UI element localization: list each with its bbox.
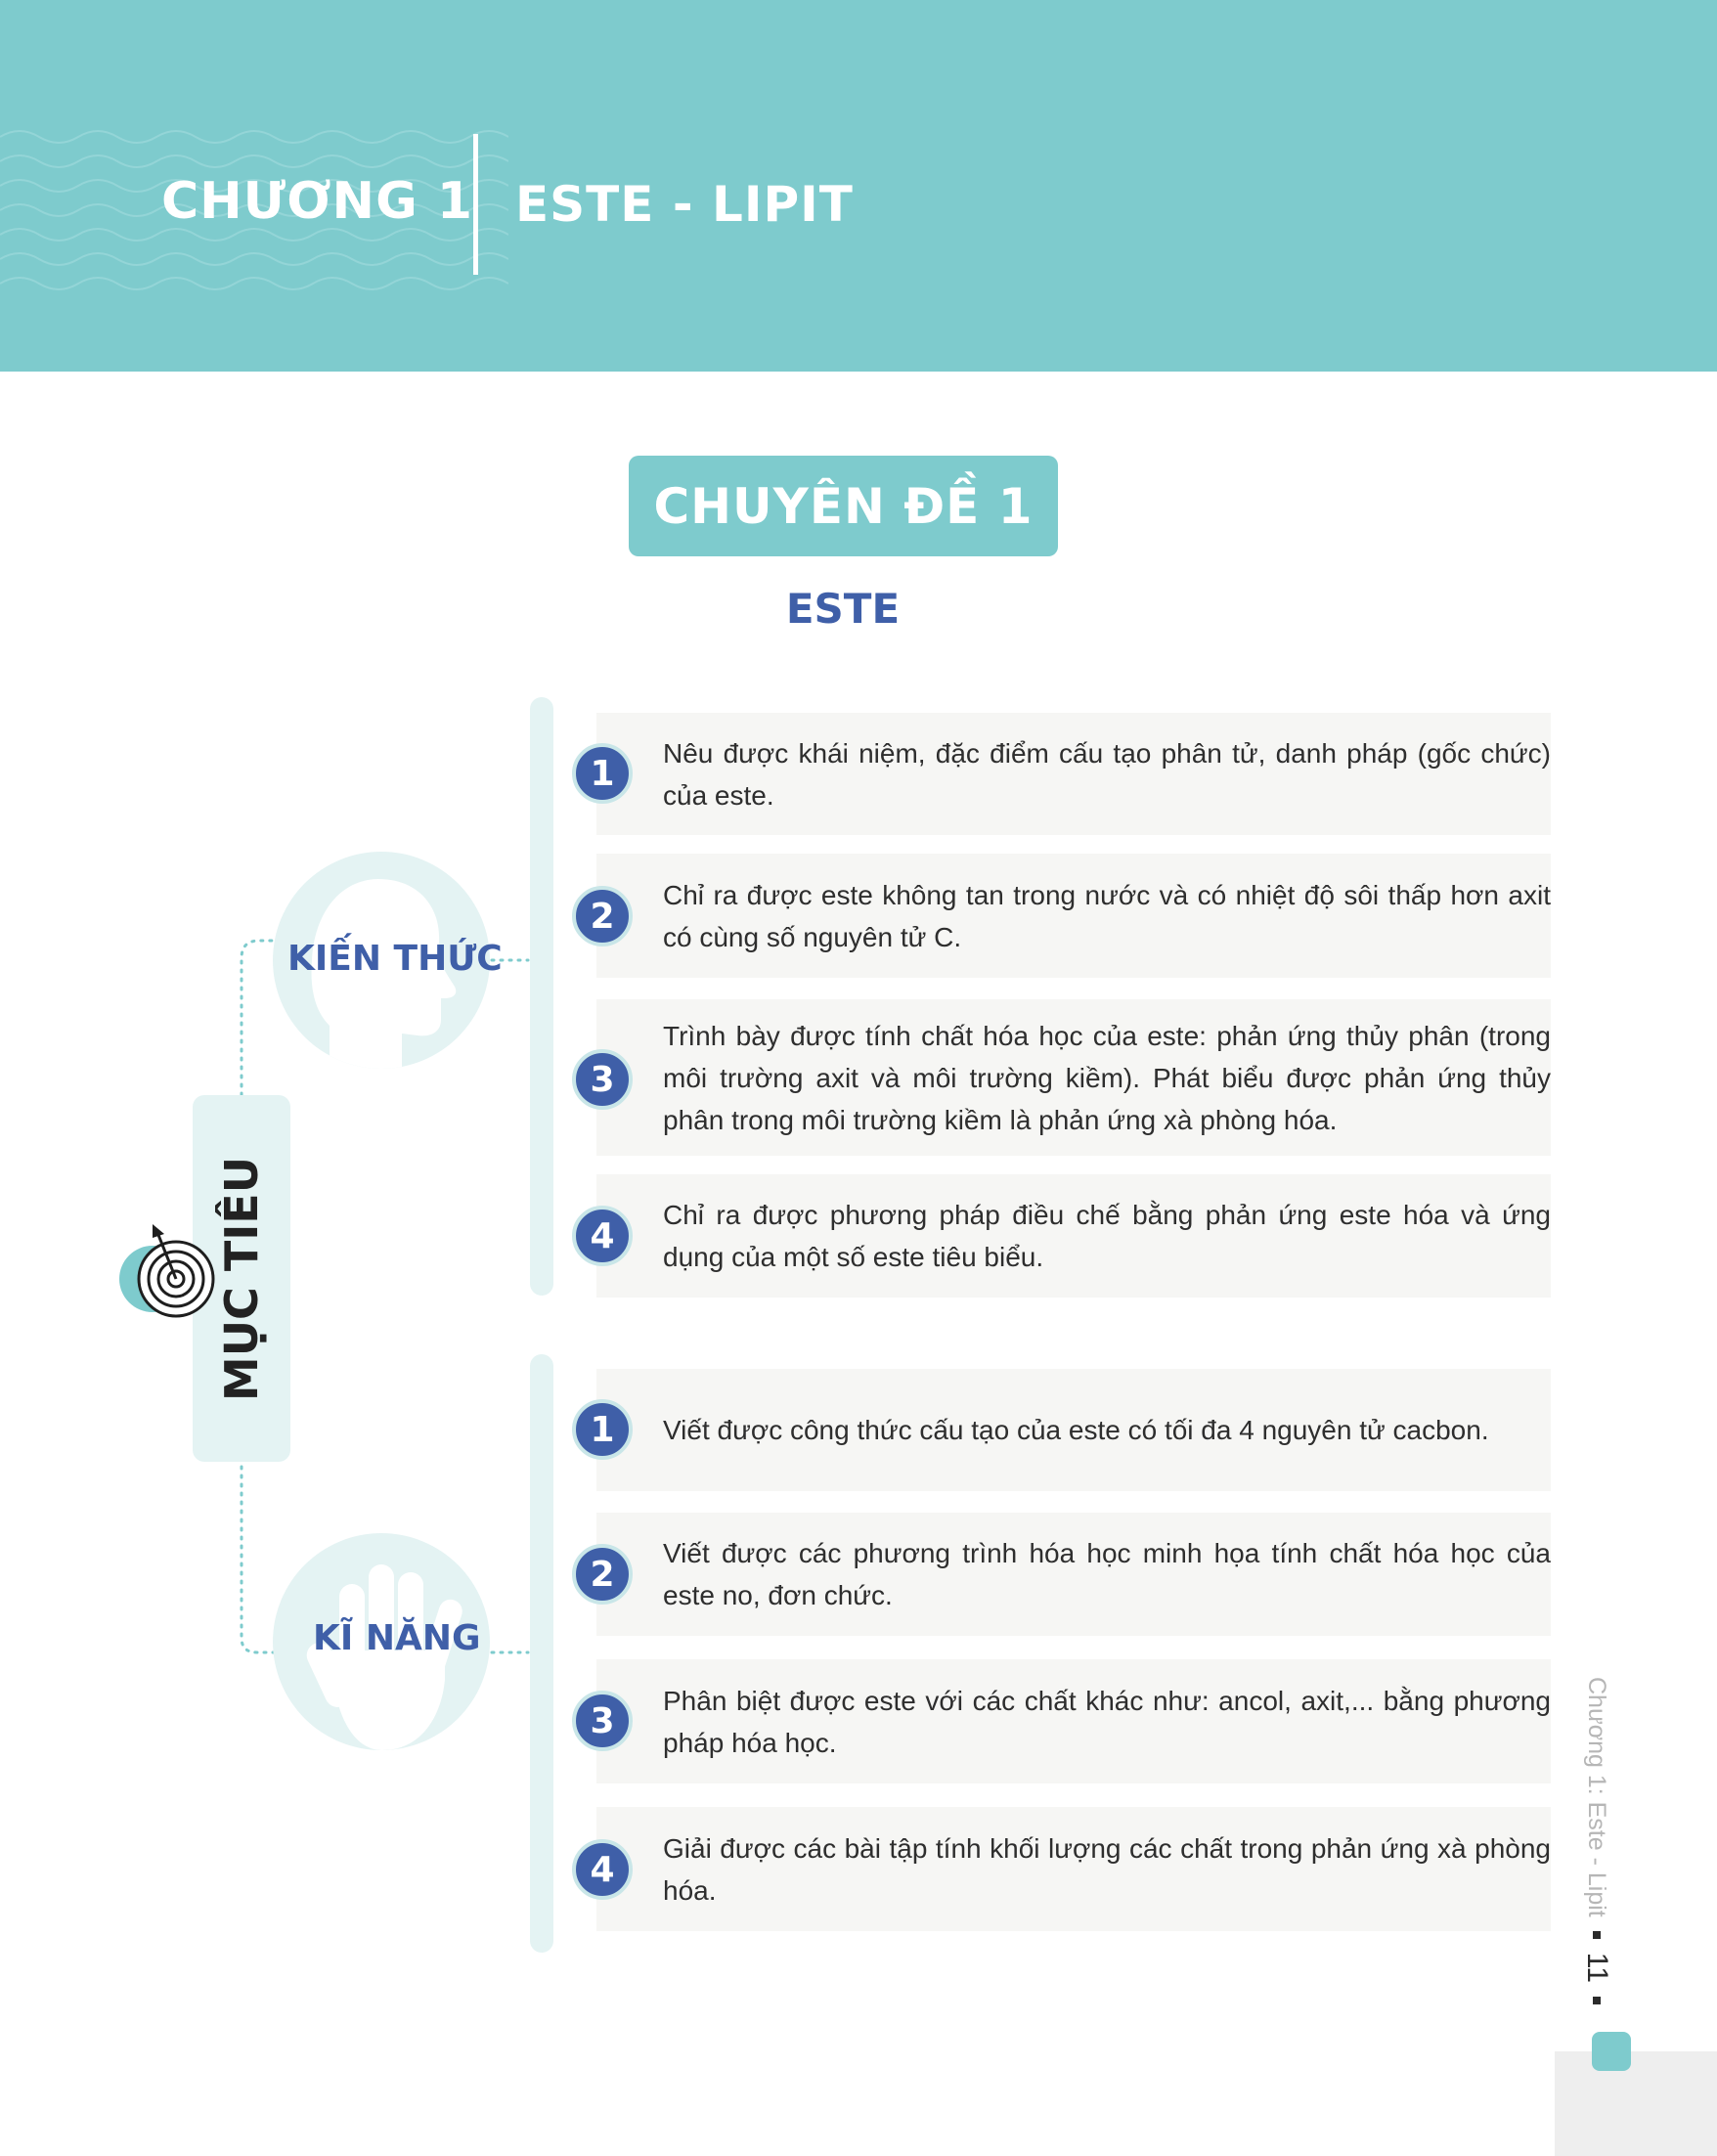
knowledge-number-3	[572, 1049, 633, 1110]
goal-title: MỤC TIÊU	[215, 1156, 268, 1402]
number-label: 3	[590, 1059, 615, 1100]
chapter-header	[0, 0, 1717, 372]
number-label: 4	[590, 1215, 615, 1256]
topic-subtitle: ESTE	[785, 585, 901, 633]
knowledge-item-text: Nêu được khái niệm, đặc điểm cấu tạo phân tử, danh pháp (gốc chức) của este.	[663, 737, 1551, 811]
chapter-label: CHƯƠNG 1	[161, 172, 474, 231]
footer-chapter: Chương 1: Este - Lipit	[1583, 1677, 1611, 1917]
knowledge-item-1	[596, 713, 1551, 835]
page-number: 11	[1581, 1952, 1613, 1983]
page-marker	[1592, 2032, 1631, 2071]
skills-item-1	[596, 1369, 1551, 1491]
knowledge-item-text: Chỉ ra được este không tan trong nước và có nhiệt độ sôi thấp hơn axit có cùng số nguyên tử C.	[663, 879, 1551, 952]
number-label: 2	[590, 896, 615, 937]
knowledge-item-4	[596, 1174, 1551, 1298]
running-footer	[1580, 1677, 1613, 2018]
knowledge-number-1	[572, 743, 633, 804]
skills-item-text: Giải được các bài tập tính khối lượng các chất trong phản ứng xà phòng hóa.	[663, 1832, 1551, 1906]
skills-number-2	[572, 1544, 633, 1605]
skills-item-text: Viết được công thức cấu tạo của este có tối đa 4 nguyên tử cacbon.	[663, 1415, 1489, 1445]
skills-number-1	[572, 1399, 633, 1460]
knowledge-number-4	[572, 1206, 633, 1266]
skills-number-4	[572, 1839, 633, 1900]
footer-dot	[1593, 1931, 1601, 1939]
skills-item-text: Viết được các phương trình hóa học minh họa tính chất hóa học của este no, đơn chức.	[663, 1538, 1551, 1610]
skills-label: KĨ NĂNG	[313, 1618, 481, 1658]
chapter-title: ESTE - LIPIT	[515, 176, 854, 233]
number-label: 3	[590, 1700, 615, 1741]
skills-number-3	[572, 1691, 633, 1751]
target-icon	[115, 1222, 221, 1328]
knowledge-number-2	[572, 886, 633, 946]
knowledge-item-text: Trình bày được tính chất hóa học của este: phản ứng thủy phân (trong môi trường axit và môi trường kiềm). Phát biểu được phản ứng thủy phân trong môi trường kiềm là phản ứng xà phòng hóa.	[663, 1020, 1551, 1135]
number-label: 2	[590, 1554, 615, 1595]
skills-item-4	[596, 1807, 1551, 1931]
footer-dot	[1593, 1997, 1601, 2004]
knowledge-item-2	[596, 854, 1551, 978]
footer-corner	[1555, 2051, 1717, 2156]
skills-item-text: Phân biệt được este với các chất khác như: ancol, axit,... bằng phương pháp hóa học.	[663, 1685, 1551, 1758]
number-label: 4	[590, 1849, 615, 1890]
skills-item-3	[596, 1659, 1551, 1783]
skills-rail	[530, 1354, 553, 1953]
topic-label: CHUYÊN ĐỀ 1	[653, 477, 1034, 535]
topic-badge	[629, 456, 1058, 556]
knowledge-rail	[530, 697, 553, 1296]
number-label: 1	[590, 753, 615, 794]
knowledge-label: KIẾN THỨC	[287, 939, 503, 979]
number-label: 1	[590, 1409, 615, 1450]
header-divider	[473, 134, 478, 275]
skills-item-2	[596, 1513, 1551, 1636]
knowledge-item-text: Chỉ ra được phương pháp điều chế bằng phản ứng este hóa và ứng dụng của một số este tiêu biểu.	[663, 1200, 1551, 1272]
knowledge-item-3	[596, 999, 1551, 1156]
